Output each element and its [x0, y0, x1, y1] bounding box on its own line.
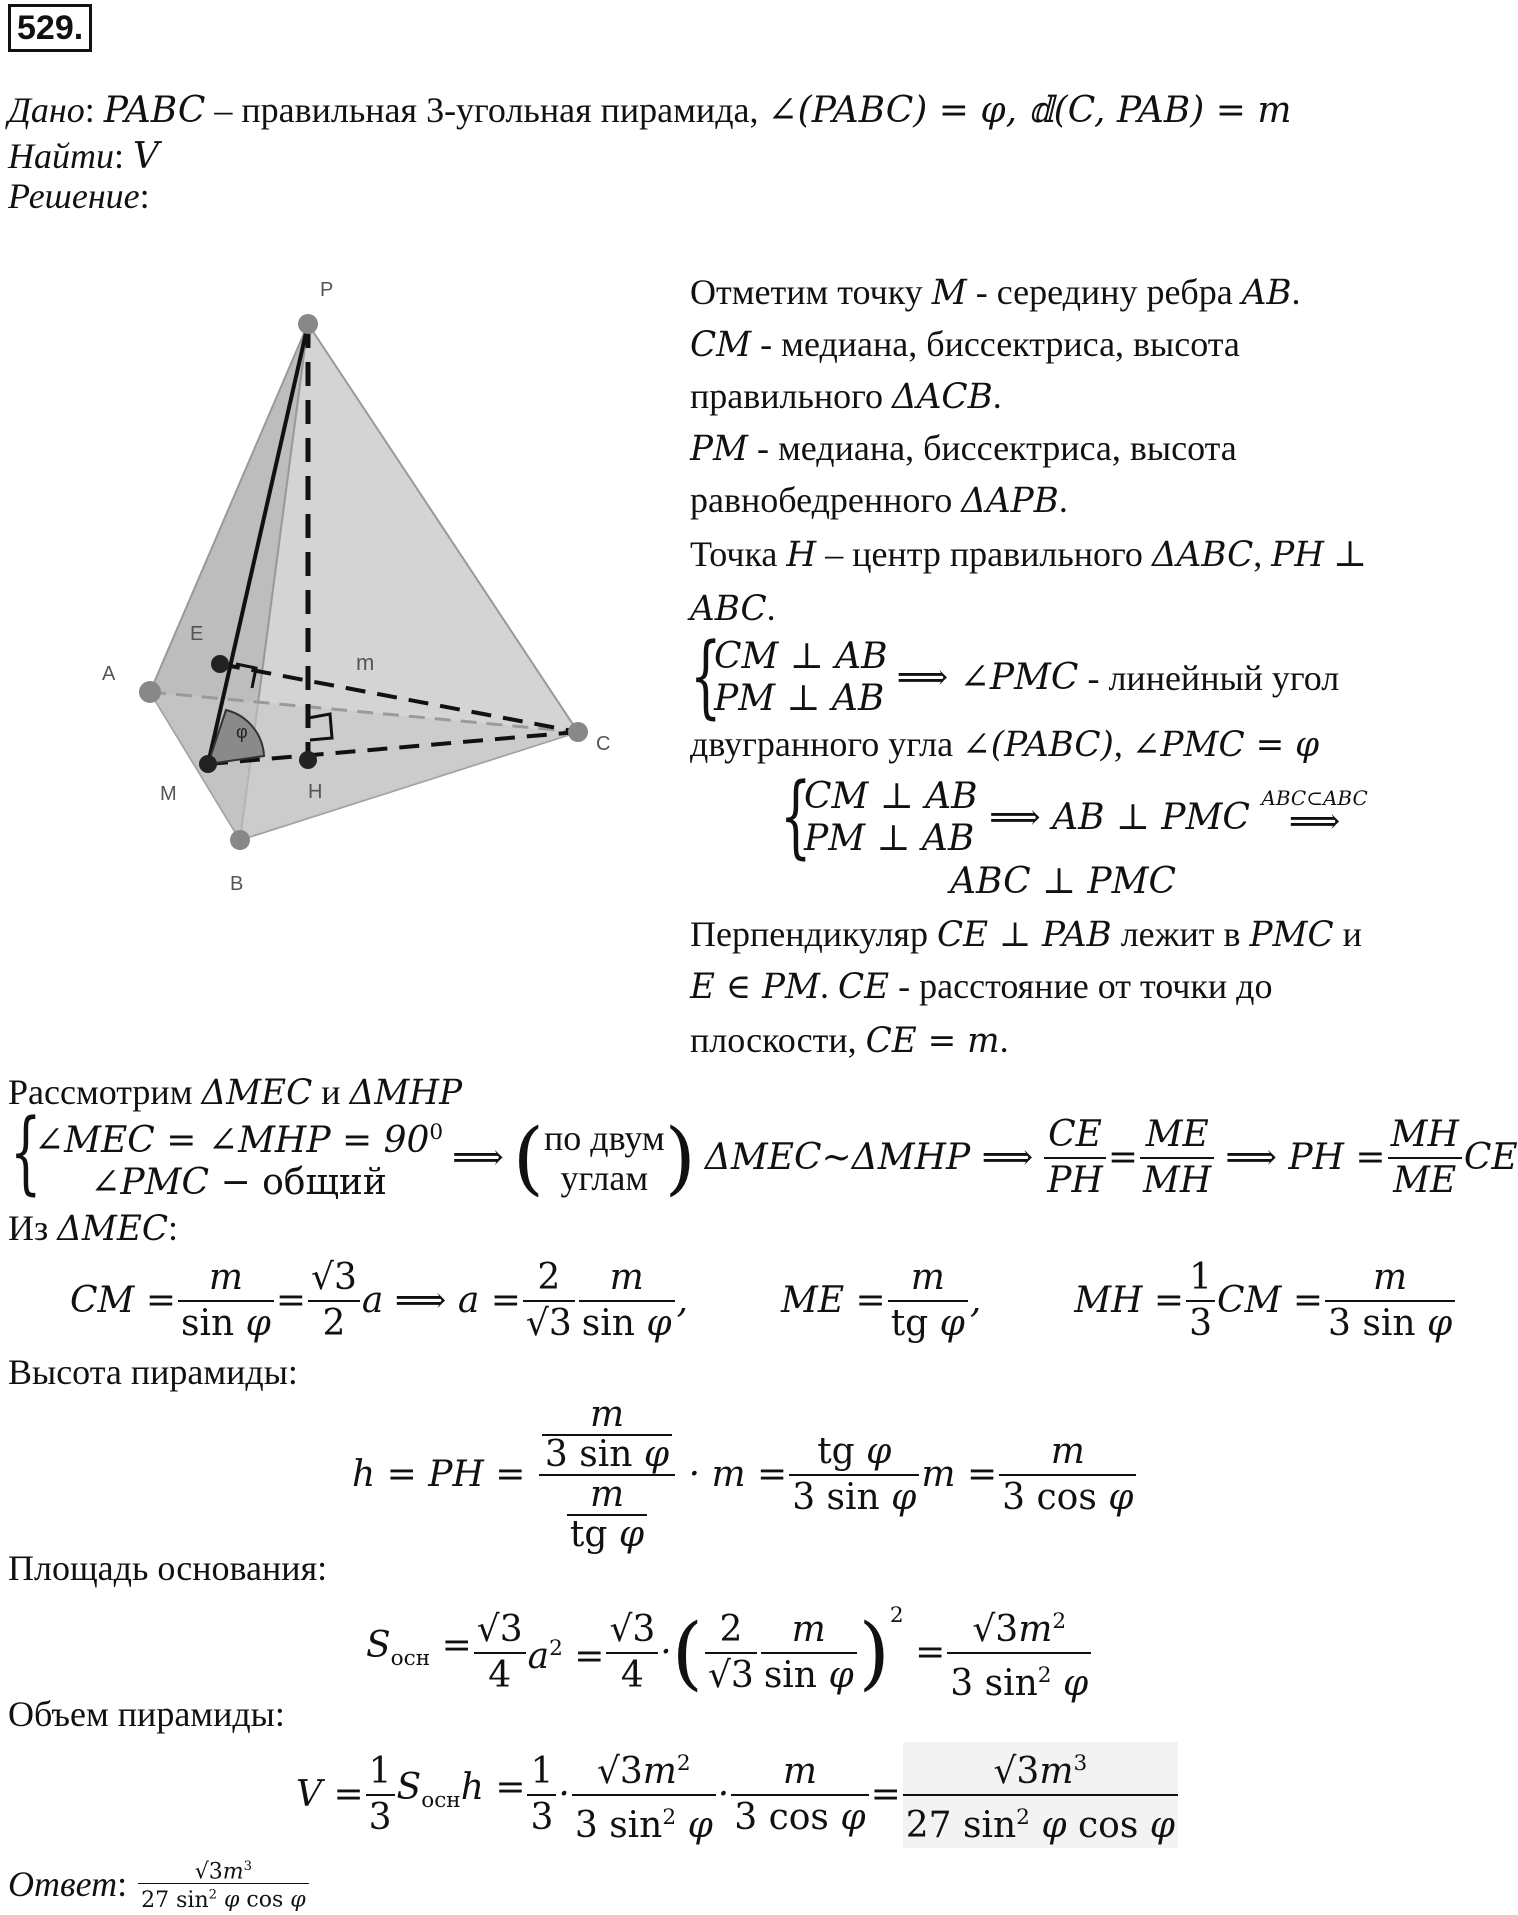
similarity-line: { ∠MEC = ∠MHP = $90^0$ ∠PMC − общий ⟹ ( по двум углам ) ΔMEC~ΔMHP ⟹ $\frac{CE}{PH}$ = $\frac{ME}{MH}$ ⟹ PH = $\frac{MH}{ME}$ CE [10, 1100, 1518, 1205]
find-value: V [133, 136, 160, 177]
label-e: E [190, 623, 204, 645]
rc-line-15: плоскости, CE = m. [690, 1020, 1009, 1061]
rc-line-9: двугранного угла ∠(PABC), ∠PMC = φ [690, 724, 1320, 765]
rc-line-2: CM - медиана, биссектриса, высота [690, 324, 1240, 365]
area-label: Площадь основания: [8, 1548, 328, 1588]
point-b [230, 830, 250, 850]
height-formula: h = PH = $\frac{m}{\text{3 sin φ}}$ $\frac{m}{\text{tg φ}}$ · m = $\frac{\text{tg φ}}{\text{3 sin φ}}$ m = $\frac{m}{\text{3 cos φ}}$ [352, 1396, 1138, 1554]
volume-formula: V = $\frac{1}{3}$ $S_{осн}h$ = $\frac{1}{3}$ · $\frac{√3m^2}{3 \sin^2 \varphi}$ · $\frac{m}{\text{3 cos φ}}$ = $\frac{√3m^3}{27 \sin^2 \varphi \cos \varphi}$ [296, 1742, 1180, 1848]
given-text: – правильная 3-угольная пирамида, [214, 90, 759, 130]
area-formula: $S_{осн}$ = $\frac{√3}{4}$ $a^2$ = $\frac{√3}{4}$ ·( $\frac{2}{√3}$ $\frac{m}{\text{sin φ}}$ )$^2$ = $\frac{√3m^2}{3 \sin^2 \varphi}$ [366, 1596, 1093, 1706]
rc-line-13: Перпендикуляр CE ⊥ PAB лежит в PMC и [690, 914, 1362, 955]
find-line: Найти: V [8, 136, 160, 177]
label-phi: φ [236, 722, 248, 742]
label-m-edge: m [356, 650, 375, 675]
mec-formulas: CM = $\frac{m}{\text{sin φ}}$ = $\frac{√3}{2}$ a ⟹ a = $\frac{2}{√3}$ $\frac{m}{\text{sin φ}}$ , ME = $\frac{m}{\text{tg φ}}$ , MH = $\frac{1}{3}$ CM = $\frac{m}{\text{3 sin φ}}$ [70, 1256, 1457, 1346]
given-line: Дано: PABC – правильная 3-угольная пирамида, ∠(PABC) = φ, 𝕕(C, PAB) = m [8, 90, 1292, 131]
label-a: A [102, 663, 116, 685]
rc-line-14: E ∈ PM. CE - расстояние от точки до [690, 966, 1273, 1007]
label-h: H [308, 781, 323, 803]
answer-label: Ответ [8, 1863, 118, 1904]
rc-line-10: { CM ⊥ AB PM ⊥ AB ⟹ AB ⊥ PMC ABC⊂ABC ⟹ [780, 764, 1368, 869]
point-a [139, 681, 161, 703]
rc-line-4: PM - медиана, биссектриса, высота [690, 428, 1237, 469]
rc-line-12: ABC ⊥ PMC [950, 861, 1177, 902]
point-h [299, 751, 317, 769]
volume-label: Объем пирамиды: [8, 1694, 285, 1734]
rc-line-6: Точка H – центр правильного ΔABC, PH ⊥ [690, 534, 1367, 575]
point-e [211, 655, 229, 673]
rc-line-5: равнобедренного ΔAPB. [690, 480, 1068, 521]
point-c [568, 722, 588, 742]
from-mec-line: Из ΔMEC: [8, 1208, 179, 1249]
given-label: Дано [8, 90, 85, 130]
solution-line: Решение: [8, 176, 150, 216]
point-m [199, 755, 217, 773]
find-label: Найти [8, 136, 114, 176]
rc-line-8: { CM ⊥ AB PM ⊥ AB ⟹ ∠PMC - линейный угол [690, 624, 1340, 729]
label-p: P [320, 279, 334, 301]
problem-number: 529. [8, 4, 92, 52]
label-b: B [230, 873, 244, 895]
height-label: Высота пирамиды: [8, 1352, 298, 1392]
rc-line-7: ABC. [690, 588, 776, 629]
pyramid-figure [40, 240, 620, 920]
rc-line-3: правильного ΔACB. [690, 376, 1002, 417]
label-m: M [160, 783, 177, 805]
rc-line-1: Отметим точку M - середину ребра AB. [690, 272, 1301, 313]
solution-label: Решение [8, 176, 140, 216]
answer-line: Ответ: $\frac{√3m^3}{27 \sin^2 \varphi \cos \varphi}$ [8, 1856, 311, 1912]
consider-line: Рассмотрим ΔMEC и ΔMHP [8, 1072, 463, 1113]
point-p [298, 314, 318, 334]
label-c: C [596, 733, 611, 755]
